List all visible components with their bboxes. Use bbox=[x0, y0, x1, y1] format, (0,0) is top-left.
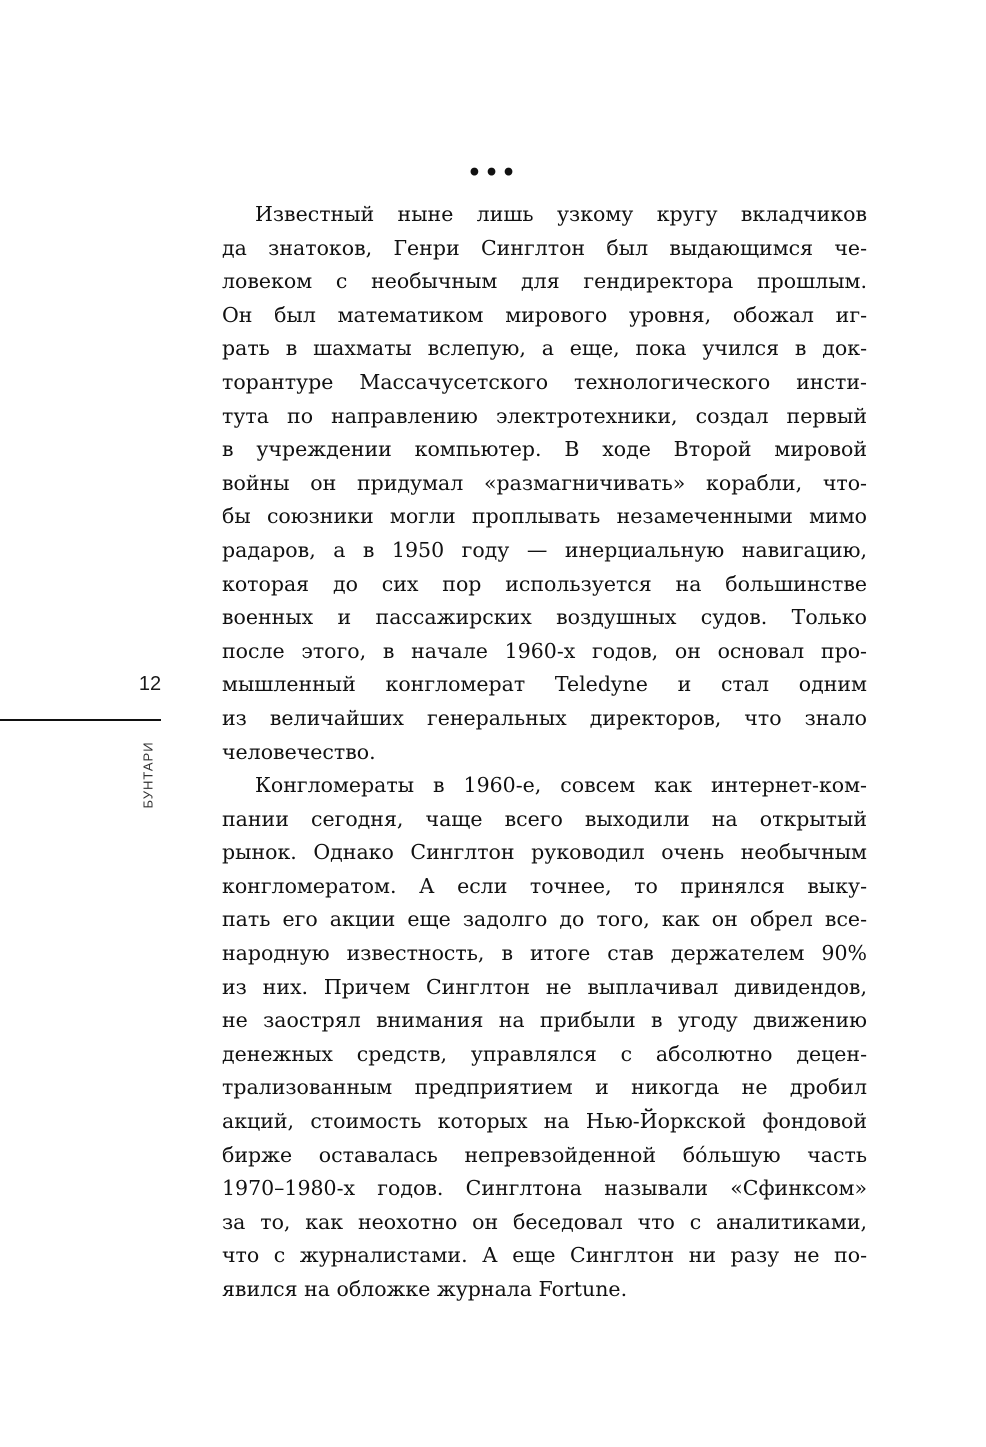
paragraph-line: из величайших генеральных директоров, что знало bbox=[222, 705, 867, 730]
paragraph-line: не заострял внимания на прибыли в угоду движению bbox=[222, 1008, 867, 1033]
paragraph-line: народную известность, в итоге став держателем 90% bbox=[222, 941, 867, 966]
paragraph-line: которая до сих пор используется на большинстве bbox=[222, 571, 867, 596]
paragraph-line: явился на обложке журнала Fortune. bbox=[222, 1277, 628, 1301]
paragraph-line: пании сегодня, чаще всего выходили на открытый bbox=[222, 806, 867, 831]
paragraph-line: рынок. Однако Синглтон руководил очень необычным bbox=[222, 840, 867, 865]
paragraph-line: после этого, в начале 1960-х годов, он основал про- bbox=[222, 638, 867, 663]
paragraph-line: военных и пассажирских воздушных судов. Только bbox=[222, 605, 867, 630]
paragraph-line: Он был математиком мирового уровня, обожал иг- bbox=[222, 302, 867, 327]
paragraph-line: бирже оставалась непревзойденной бо́льшую часть bbox=[222, 1142, 867, 1167]
paragraph-first-line: Известный ныне лишь узкому кругу вкладчиков bbox=[255, 202, 867, 226]
paragraph-line: 1970–1980-х годов. Синглтона называли «Сфинксом» bbox=[222, 1176, 867, 1201]
paragraph-line: радаров, а в 1950 году — инерциальную навигацию, bbox=[222, 537, 867, 562]
paragraph-line: акций, стоимость которых на Нью-Йоркской фондовой bbox=[222, 1109, 867, 1134]
paragraph-first-line: Конгломераты в 1960-е, совсем как интернет-ком- bbox=[255, 773, 867, 798]
paragraph-line: рать в шахматы вслепую, а еще, пока учился в док- bbox=[222, 336, 867, 361]
margin-rule bbox=[0, 719, 161, 721]
paragraph-line: торантуре Массачусетского технологического инсти- bbox=[222, 369, 867, 394]
body-text bbox=[222, 198, 867, 1307]
paragraph-line: что с журналистами. А еще Синглтон ни разу не по- bbox=[222, 1243, 867, 1268]
paragraph-line: денежных средств, управлялся с абсолютно децен- bbox=[222, 1041, 867, 1066]
paragraph-line: трализованным предприятием и никогда не дробил bbox=[222, 1075, 867, 1100]
paragraph-line: пать его акции еще задолго до того, как он обрел все- bbox=[222, 907, 867, 932]
paragraph-line: да знатоков, Генри Синглтон был выдающимся че- bbox=[222, 235, 867, 260]
paragraph-line: войны он придумал «размагничивать» корабли, что- bbox=[222, 470, 867, 495]
page-number: 12 bbox=[138, 673, 162, 695]
running-head: БУНТАРИ bbox=[140, 741, 156, 809]
paragraph-line: за то, как неохотно он беседовал что с аналитиками, bbox=[222, 1209, 867, 1234]
paragraph-line: мышленный конгломерат Teledyne и стал одним bbox=[222, 672, 867, 697]
paragraph-line: тута по направлению электротехники, создал первый bbox=[222, 403, 867, 428]
paragraph-line: из них. Причем Синглтон не выплачивал дивидендов, bbox=[222, 974, 867, 999]
paragraph-line: ловеком с необычным для гендиректора прошлым. bbox=[222, 269, 867, 294]
section-separator: ••• bbox=[467, 160, 519, 186]
paragraph-line: бы союзники могли проплывать незамеченными мимо bbox=[222, 504, 867, 529]
paragraph-line: в учреждении компьютер. В ходе Второй мировой bbox=[222, 437, 867, 462]
paragraph-line: человечество. bbox=[222, 739, 376, 764]
paragraph-line: конгломератом. А если точнее, то принялся выку- bbox=[222, 873, 867, 898]
